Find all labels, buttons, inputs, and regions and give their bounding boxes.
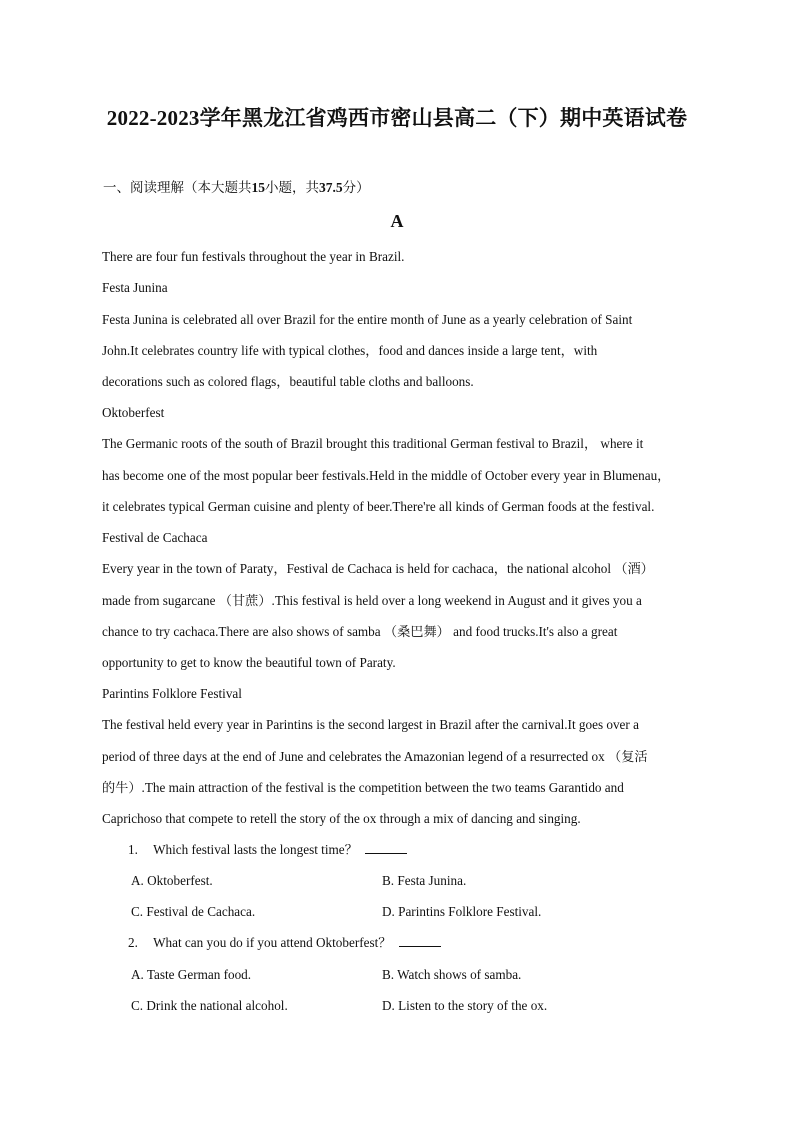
question-1-option-a[interactable]: A. Oktoberfest. [131, 873, 213, 888]
section-suffix: 分） [342, 180, 370, 195]
question-number: 2. [128, 935, 138, 950]
question-1-option-b[interactable]: B. Festa Junina. [382, 873, 467, 888]
question-1-option-c[interactable]: C. Festival de Cachaca. [131, 904, 256, 919]
passage-label: A [390, 211, 404, 231]
section-score: 37.5 [319, 180, 343, 195]
passage-subheading: Festival de Cachaca [102, 530, 208, 545]
question-2-option-b[interactable]: B. Watch shows of samba. [382, 967, 522, 982]
question-1-option-d[interactable]: D. Parintins Folklore Festival. [382, 904, 542, 919]
passage-line: There are four fun festivals throughout the year in Brazil. [102, 249, 405, 264]
passage-line: 的牛）.The main attraction of the festival is the competition between the two teams Garantido and [102, 780, 624, 795]
passage-line: Caprichoso that compete to retell the story of the ox through a mix of dancing and singing. [102, 811, 581, 826]
passage-line: Every year in the town of Paraty，Festival de Cachaca is held for cachaca，the national alcohol （酒） [102, 561, 654, 576]
passage-line: The festival held every year in Parintins is the second largest in Brazil after the carnival.It goes over a [102, 717, 639, 732]
passage-line: The Germanic roots of the south of Brazil brought this traditional German festival to Brazil， where it [102, 436, 644, 451]
answer-blank[interactable] [365, 841, 407, 854]
passage-line: made from sugarcane （甘蔗）.This festival is held over a long weekend in August and it gives you a [102, 593, 642, 608]
question-2-option-a[interactable]: A. Taste German food. [131, 967, 252, 982]
passage-subheading: Parintins Folklore Festival [102, 686, 242, 701]
question-text: What can you do if you attend Oktoberfest？ [153, 935, 392, 950]
question-2-option-d[interactable]: D. Listen to the story of the ox. [382, 998, 548, 1013]
passage-line: chance to try cachaca.There are also shows of samba （桑巴舞） and food trucks.It's also a great [102, 624, 618, 639]
passage-line: opportunity to get to know the beautiful town of Paraty. [102, 655, 396, 670]
exam-title: 2022-2023学年黑龙江省鸡西市密山县高二（下）期中英语试卷 [106, 106, 688, 130]
passage-line: John.It celebrates country life with typical clothes，food and dances inside a large tent，with [102, 343, 598, 358]
section-prefix: 一、阅读理解（本大题共 [103, 180, 252, 195]
passage-line: decorations such as colored flags，beautiful table cloths and balloons. [102, 374, 474, 389]
passage-subheading: Festa Junina [102, 280, 168, 295]
passage-line: it celebrates typical German cuisine and plenty of beer.There're all kinds of German foods at the festival. [102, 499, 655, 514]
passage-subheading: Oktoberfest [102, 405, 165, 420]
question-1 [128, 841, 407, 859]
answer-blank[interactable] [399, 934, 441, 947]
section-middle: 小题，共 [265, 180, 319, 195]
question-number: 1. [128, 842, 138, 857]
passage-line: Festa Junina is celebrated all over Brazil for the entire month of June as a yearly celebration of Saint [102, 312, 633, 327]
question-2-option-c[interactable]: C. Drink the national alcohol. [131, 998, 288, 1013]
section-question-count: 15 [251, 180, 265, 195]
question-text: Which festival lasts the longest time？ [153, 842, 358, 857]
question-2 [128, 934, 441, 952]
passage-line: period of three days at the end of June and celebrates the Amazonian legend of a resurrected ox （复活 [102, 749, 648, 764]
section-heading [103, 176, 370, 196]
passage-line: has become one of the most popular beer festivals.Held in the middle of October every year in Blumenau， [102, 468, 671, 483]
